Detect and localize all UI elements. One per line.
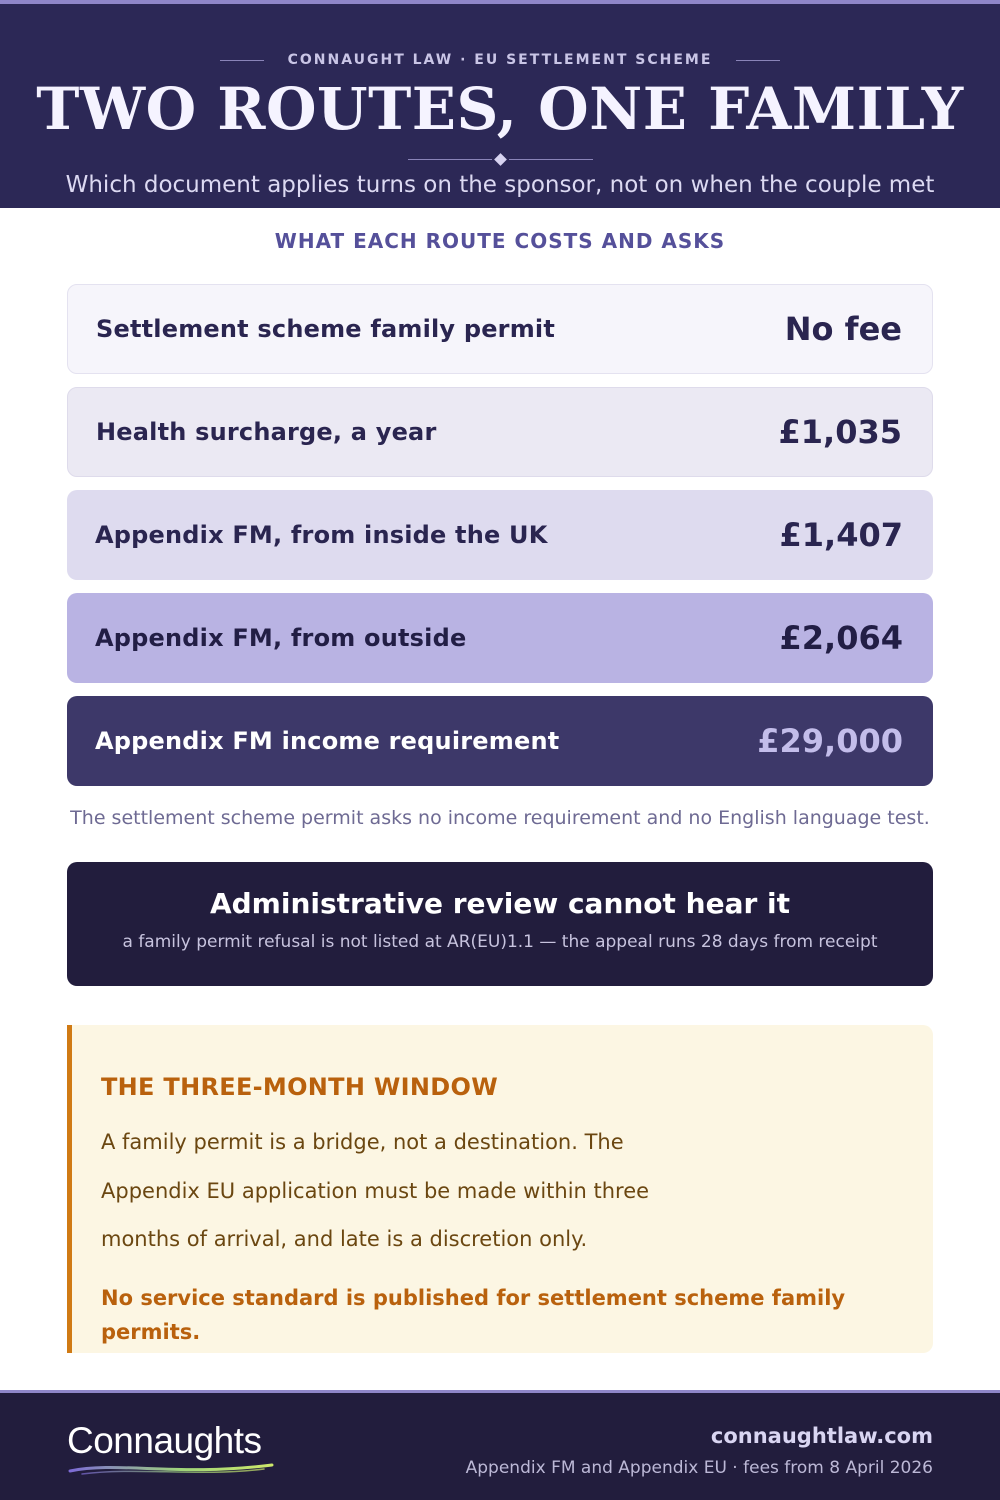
brand-logo: Connaughts [67, 1420, 262, 1461]
kicker-text: CONNAUGHT LAW · EU SETTLEMENT SCHEME [287, 52, 713, 68]
warning-line: Appendix EU application must be made within three [101, 1178, 650, 1203]
warning-title: THE THREE-MONTH WINDOW [101, 1073, 498, 1101]
title-divider [0, 153, 1000, 165]
warning-emphasis: No service standard is published for settlement scheme family permits. [101, 1286, 846, 1344]
cost-label: Appendix FM, from inside the UK [95, 521, 548, 549]
warning-line: A family permit is a bridge, not a destination. The [101, 1130, 624, 1154]
logo-swoosh-icon [68, 1459, 274, 1477]
cost-value: £1,407 [779, 516, 903, 554]
cost-label: Health surcharge, a year [96, 418, 437, 446]
cost-value: £2,064 [779, 619, 903, 657]
footer [0, 1390, 1000, 1500]
cost-value: £1,035 [778, 413, 902, 451]
footer-note: Appendix FM and Appendix EU · fees from 8 April 2026 [465, 1458, 933, 1478]
admin-review-callout [67, 862, 933, 986]
three-month-window-box [67, 1025, 933, 1353]
cost-row-income-requirement [67, 696, 933, 786]
header-banner [0, 0, 1000, 208]
cost-row-fm-inside [67, 490, 933, 580]
page-title: TWO ROUTES, ONE FAMILY [36, 75, 964, 143]
kicker-rule-left [220, 60, 264, 61]
cost-row-fm-outside [67, 593, 933, 683]
divider-rule-left [408, 159, 492, 160]
costs-note: The settlement scheme permit asks no income requirement and no English language test. [70, 807, 930, 829]
cost-value: £29,000 [757, 722, 903, 760]
callout-text: a family permit refusal is not listed at AR(EU)1.1 — the appeal runs 28 days from receipt [122, 932, 878, 952]
cost-row-family-permit [67, 284, 933, 374]
cost-value: No fee [784, 310, 902, 348]
kicker-row [0, 49, 1000, 71]
cost-label: Settlement scheme family permit [96, 315, 556, 343]
costs-heading: WHAT EACH ROUTE COSTS AND ASKS [274, 229, 726, 253]
diamond-ornament-icon [494, 153, 507, 166]
kicker-rule-right [736, 60, 780, 61]
website-link[interactable]: connaughtlaw.com [710, 1424, 933, 1448]
divider-rule-right [509, 159, 593, 160]
cost-label: Appendix FM income requirement [95, 727, 560, 755]
page-subtitle: Which document applies turns on the sponsor, not on when the couple met [65, 172, 935, 198]
cost-row-health-surcharge [67, 387, 933, 477]
warning-line: months of arrival, and late is a discretion only. [101, 1227, 588, 1251]
cost-label: Appendix FM, from outside [95, 624, 467, 652]
callout-title: Administrative review cannot hear it [209, 887, 791, 920]
warning-body [101, 1118, 661, 1264]
